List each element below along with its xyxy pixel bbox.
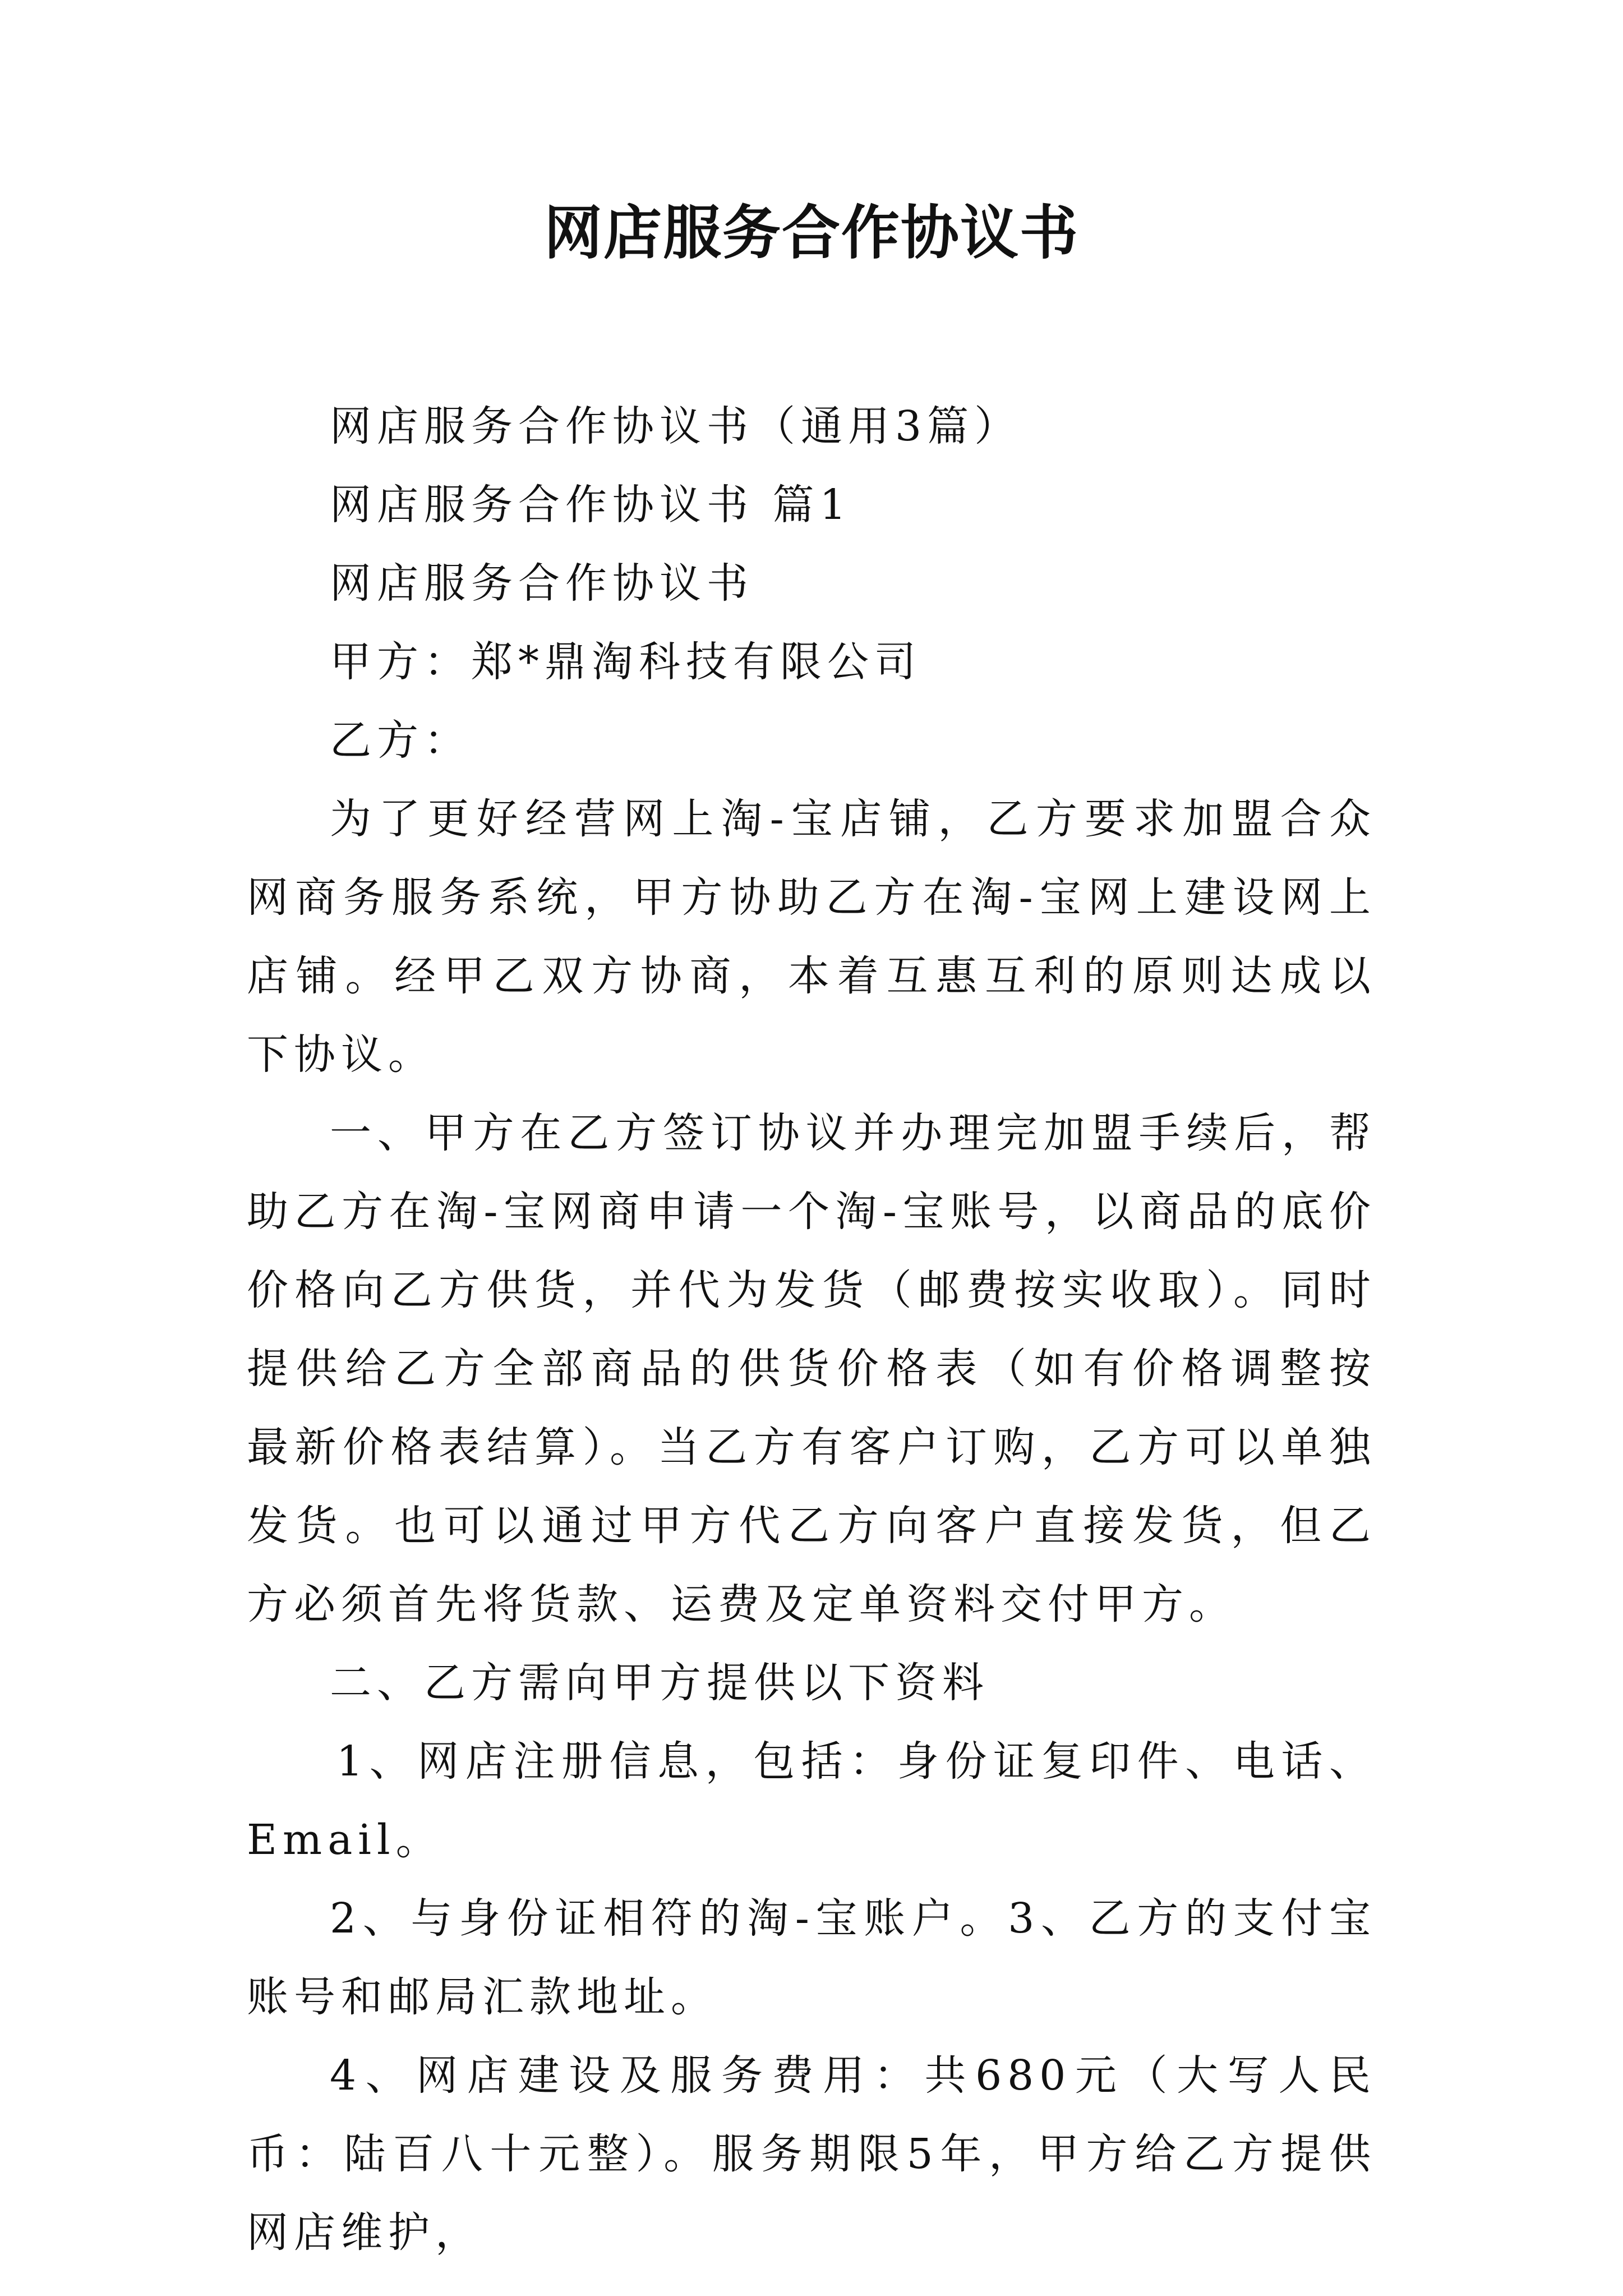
paragraph-party-a: 甲方：郑*鼎淘科技有限公司 bbox=[330, 638, 921, 686]
paragraph-item-1: 1、网店注册信息，包括：身份证复印件、电话、Email。 bbox=[247, 1737, 1376, 1864]
paragraph-item-2-3: 2、与身份证相符的淘-宝账户。3、乙方的支付宝账号和邮局汇款地址。 bbox=[247, 1894, 1376, 2021]
paragraph-preamble: 为了更好经营网上淘-宝店铺，乙方要求加盟合众网商务服务系统，甲方协助乙方在淘-宝网上建设网上店铺。经甲乙双方协商，本着互惠互利的原则达成以下协议。 bbox=[247, 795, 1376, 1079]
document-title: 网店服务合作协议书 bbox=[543, 198, 1079, 267]
paragraph-clause-2: 二、乙方需向甲方提供以下资料 bbox=[330, 1659, 989, 1707]
document-body bbox=[247, 387, 1376, 2272]
paragraph-agreement-name: 网店服务合作协议书 bbox=[330, 559, 754, 608]
paragraph-item-4: 4、网店建设及服务费用：共680元（大写人民币：陆百八十元整）。服务期限5年，甲方给乙方提供网店维护， bbox=[247, 2051, 1376, 2257]
paragraph-party-b: 乙方： bbox=[330, 716, 471, 765]
paragraph-heading-part1: 网店服务合作协议书 篇1 bbox=[330, 481, 852, 529]
paragraph-heading-general: 网店服务合作协议书（通用3篇） bbox=[330, 402, 1022, 450]
paragraph-clause-1: 一、甲方在乙方签订协议并办理完加盟手续后，帮助乙方在淘-宝网商申请一个淘-宝账号，以商品的底价价格向乙方供货，并代为发货（邮费按实收取）。同时提供给乙方全部商品的供货价格表（如有价格调整按最新价格表结算）。当乙方有客户订购，乙方可以单独发货。也可以通过甲方代乙方向客户直接发货，但乙方必须首先将货款、运费及定单资料交付甲方。 bbox=[247, 1109, 1376, 1628]
